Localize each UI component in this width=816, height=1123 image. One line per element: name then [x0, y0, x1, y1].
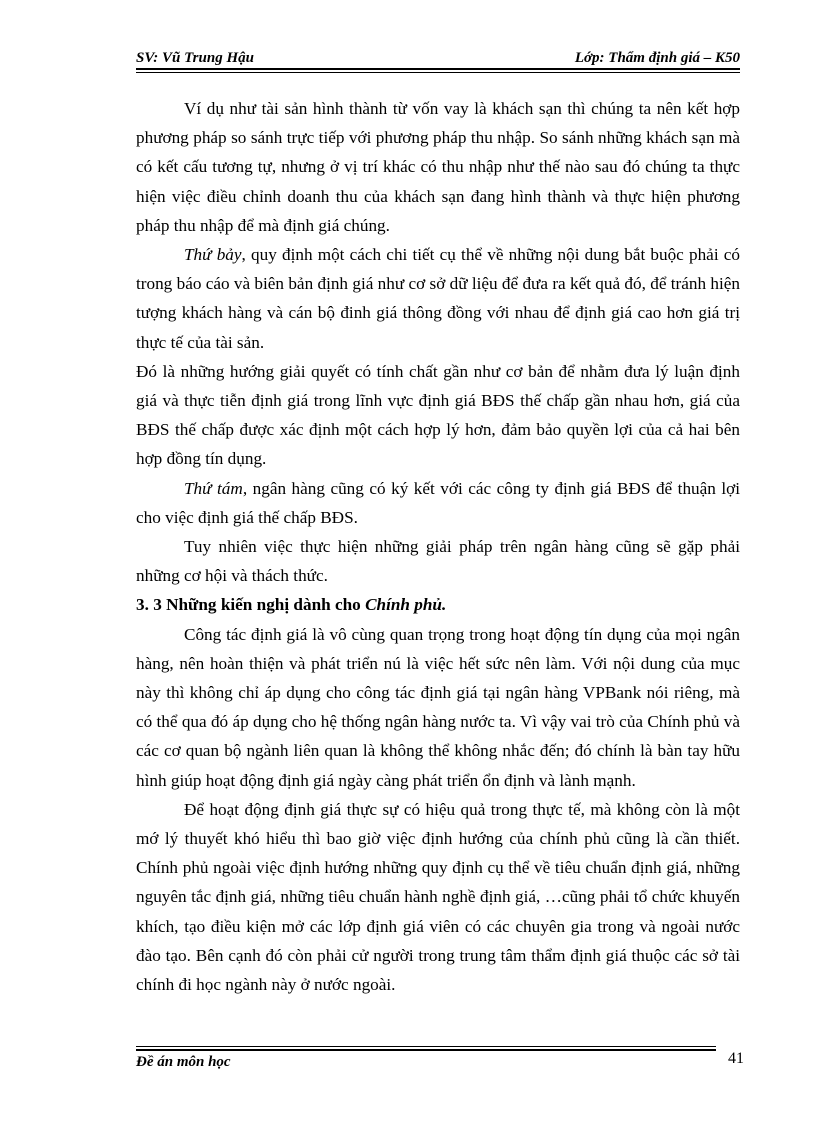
- paragraph-seventh-lead: Thứ bảy: [184, 245, 242, 265]
- footer-title: Đề án môn học: [136, 1054, 231, 1070]
- page-header: [136, 50, 740, 70]
- paragraph-summary: Đó là những hướng giải quyết có tính chất gần như cơ bản để nhằm đưa lý luận định giá và thực tiễn định giá trong lĩnh vực định giá BĐS thế chấp gần nhau hơn, giá của BĐS thế chấp được xác định một cách hợp lý hơn, đảm bảo quyền lợi của cả hai bên hợp đồng tín dụng.: [136, 361, 740, 469]
- paragraph-seventh-text: , quy định một cách chi tiết cụ thể về những nội dung bắt buộc phải có trong báo cáo và biên bản định giá như cơ sở dữ liệu để đưa ra kết quả đó, để tránh hiện tượng khách hàng và cán bộ đinh giá thông đồng với nhau để định giá cao hơn giá trị thực tế của tài sản.: [136, 245, 740, 352]
- header-rule-thick: [136, 68, 740, 70]
- header-student-name: SV: Vũ Trung Hậu: [136, 50, 254, 66]
- paragraph-valuation-importance: Công tác định giá là vô cùng quan trọng trong hoạt động tín dụng của mọi ngân hàng, nên hoàn thiện và phát triển nú là việc hết sức nên làm. Với nội dung của mục này thì không chỉ áp dụng cho công tác định giá tại ngân hàng VPBank nói riêng, mà có thể qua đó áp dụng cho hệ thống ngân hàng nước ta. Vì vậy vai trò của Chính phủ và các cơ quan bộ ngành liên quan là không thể không nhắc đến; đó chính là bàn tay hữu hình giúp hoạt động định giá ngày càng phát triển ổn định và lành mạnh.: [136, 624, 740, 790]
- paragraph-hotel-example: Ví dụ như tài sản hình thành từ vốn vay là khách sạn thì chúng ta nên kết hợp phương pháp so sánh trực tiếp với phương pháp thu nhập. So sánh những khách sạn mà có kết cấu tương tự, nhưng ở vị trí khác có thu nhập như thế nào sau đó chúng ta thực hiện việc điều chỉnh doanh thu của khách sạn đang hình thành và thực hiện phương pháp thu nhập để mà định giá chúng.: [136, 99, 740, 235]
- section-heading-text: 3. 3 Những kiến nghị dành cho: [136, 595, 366, 615]
- section-heading: [136, 590, 740, 619]
- paragraph-eighth-text: , ngân hàng cũng có ký kết với các công ty định giá BĐS để thuận lợi cho việc định giá thế chấp BĐS.: [136, 478, 741, 527]
- header-class-name: Lớp: Thẩm định giá – K50: [574, 50, 740, 66]
- page-body: [136, 94, 740, 999]
- paragraph-government-role: Để hoạt động định giá thực sự có hiệu quả trong thực tế, mà không còn là một mớ lý thuyết khó hiểu thì bao giờ việc định hướng của chính phủ cũng là cần thiết. Chính phủ ngoài việc định hướng những quy định cụ thể về tiêu chuẩn định giá, những nguyên tắc định giá, những tiêu chuẩn hành nghề định giá, …cũng phải tổ chức khuyến khích, tạo điều kiện mở các lớp định giá viên có các chuyên gia trong và ngoài nước đào tạo. Bên cạnh đó còn phải cử người trong trung tâm thẩm định giá thuộc các sở tài chính đi học ngành này ở nước ngoài.: [136, 799, 740, 995]
- paragraph-challenges: Tuy nhiên việc thực hiện những giải pháp trên ngân hàng cũng sẽ gặp phải những cơ hội và thách thức.: [136, 537, 740, 586]
- paragraph-eighth: [136, 474, 740, 532]
- section-heading-italic: Chính phủ.: [365, 595, 447, 615]
- paragraph-eighth-lead: Thứ tám: [184, 478, 243, 498]
- footer-rule-thick: [136, 1049, 716, 1051]
- footer-rule-thin: [136, 1046, 716, 1047]
- header-rule-thin: [136, 72, 740, 73]
- paragraph-seventh: [136, 240, 740, 357]
- page-number: 41: [728, 1050, 744, 1067]
